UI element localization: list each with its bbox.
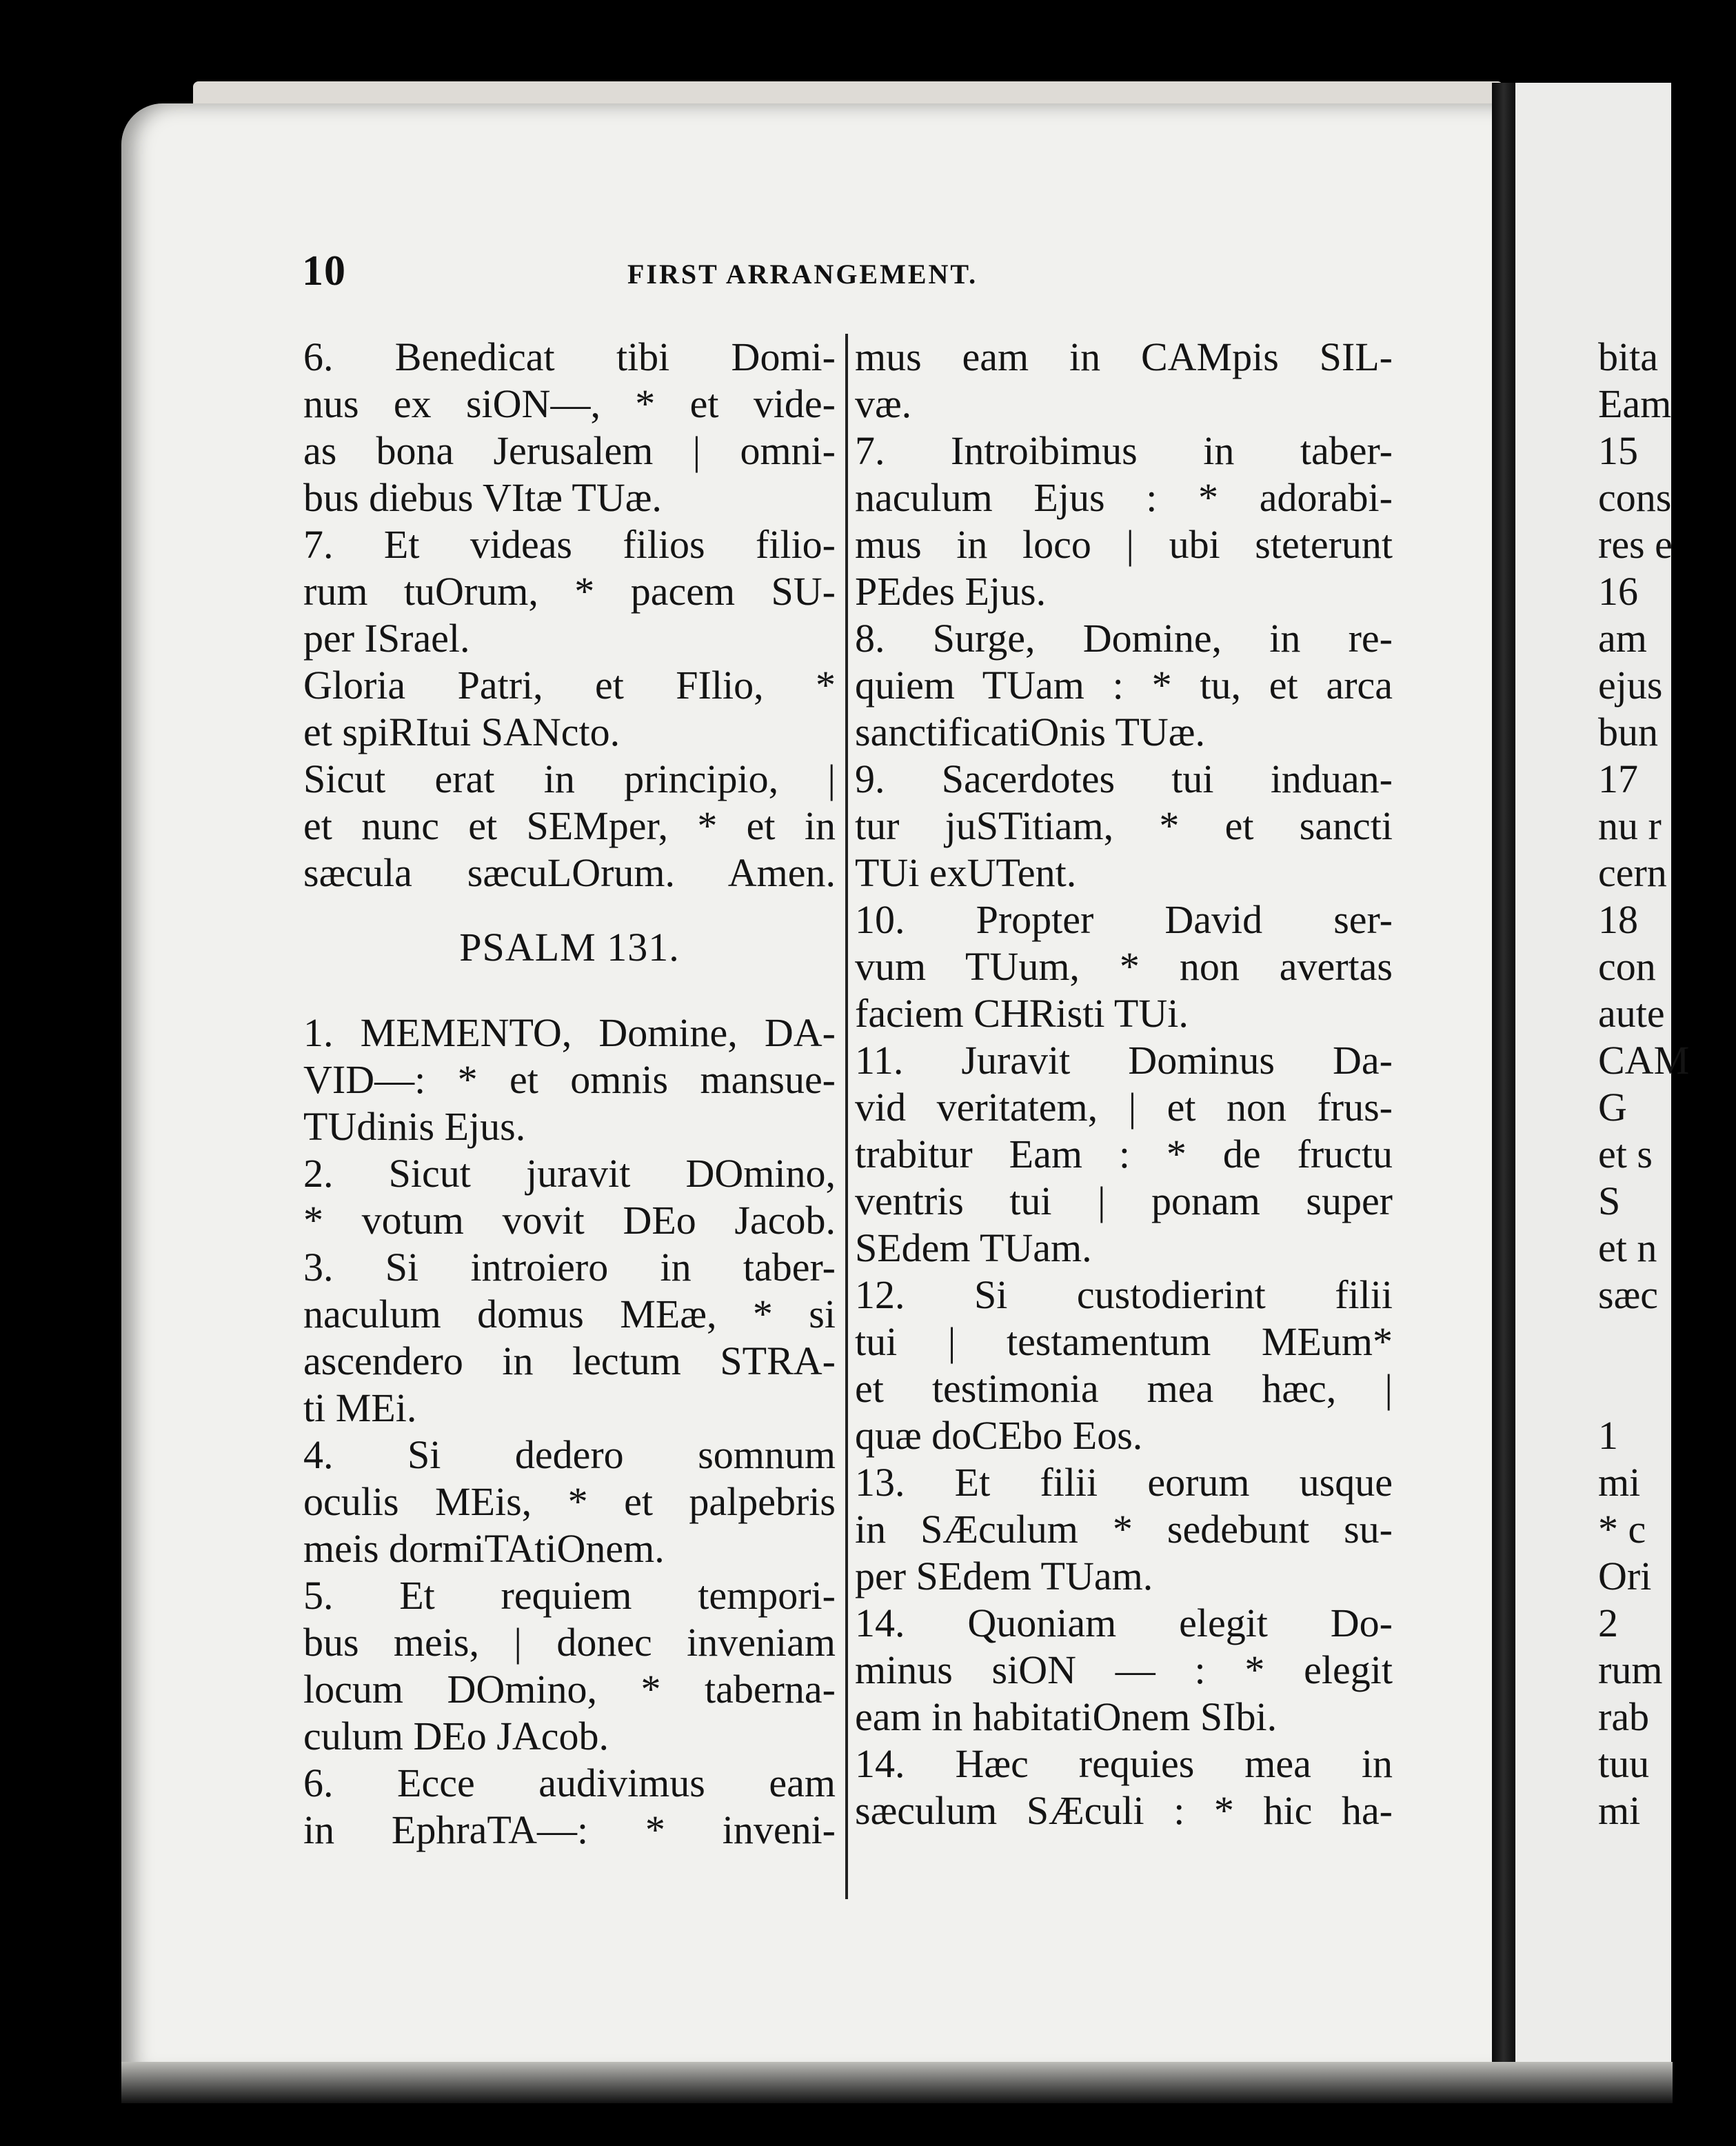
text-line: SEdem TUam. bbox=[855, 1225, 1092, 1270]
text-line: rum tuOrum, * pacem SU- bbox=[303, 569, 836, 614]
fragment-line: 17 bbox=[1598, 756, 1638, 801]
psalm-heading: PSALM 131. bbox=[459, 925, 680, 970]
fragment-line: sæc bbox=[1598, 1272, 1658, 1317]
text-line: mus eam in CAMpis SIL- bbox=[855, 334, 1393, 379]
text-line: 7. Et videas filios filio- bbox=[303, 522, 836, 567]
text-line: 1. MEMENTO, Domine, DA- bbox=[303, 1010, 836, 1055]
fragment-line: et n bbox=[1598, 1225, 1657, 1270]
fragment-line: G bbox=[1598, 1085, 1627, 1130]
text-line: 12. Si custodierint filii bbox=[855, 1272, 1393, 1317]
fragment-line: con bbox=[1598, 944, 1656, 989]
fragment-line: res e bbox=[1598, 522, 1673, 567]
text-line: naculum Ejus : * adorabi- bbox=[855, 475, 1393, 520]
book-gutter bbox=[1492, 83, 1515, 2083]
text-line: locum DOmino, * taberna- bbox=[303, 1667, 836, 1712]
fragment-line: * c bbox=[1598, 1507, 1646, 1552]
fragment-line: bita bbox=[1598, 334, 1658, 379]
text-line: 11. Juravit Dominus Da- bbox=[855, 1038, 1393, 1083]
fragment-line: tuu bbox=[1598, 1741, 1650, 1786]
fragment-line bbox=[1598, 1365, 1736, 1412]
psalm-131-continued bbox=[855, 334, 1393, 1834]
text-line: Sicut erat in principio, | bbox=[303, 756, 836, 801]
text-line: et testimonia mea hæc, | bbox=[855, 1366, 1393, 1411]
page-bottom-shadow bbox=[121, 2062, 1673, 2103]
text-line: 14. Quoniam elegit Do- bbox=[855, 1601, 1393, 1645]
text-line: PEdes Ejus. bbox=[855, 569, 1047, 614]
text-line: as bona Jerusalem | omni- bbox=[303, 428, 836, 473]
fragment-line: mi bbox=[1598, 1460, 1641, 1505]
text-line: trabitur Eam : * de fructu bbox=[855, 1132, 1393, 1176]
psalm-130-ending bbox=[303, 334, 836, 896]
text-line: ventris tui | ponam super bbox=[855, 1179, 1393, 1223]
fragment-line: bun bbox=[1598, 710, 1658, 754]
text-line: vum TUum, * non avertas bbox=[855, 944, 1393, 989]
text-line: 14. Hæc requies mea in bbox=[855, 1741, 1393, 1786]
text-line: quæ doCEbo Eos. bbox=[855, 1413, 1143, 1458]
text-line: mus in loco | ubi steterunt bbox=[855, 522, 1393, 567]
fragment-line: nu r bbox=[1598, 803, 1662, 848]
text-line: 6. Ecce audivimus eam bbox=[303, 1761, 836, 1805]
column-divider bbox=[845, 334, 848, 1899]
text-line: 5. Et requiem tempori- bbox=[303, 1573, 836, 1618]
text-line: sanctificatiOnis TUæ. bbox=[855, 710, 1205, 754]
fragment-line: CAM bbox=[1598, 1038, 1690, 1083]
fragment-line: cern bbox=[1598, 850, 1667, 895]
fragment-line: et s bbox=[1598, 1132, 1653, 1176]
fragment-line: aute bbox=[1598, 991, 1665, 1036]
fragment-line: 18 bbox=[1598, 897, 1638, 942]
page-number: 10 bbox=[302, 248, 346, 294]
text-line: væ. bbox=[855, 381, 912, 426]
text-line: 2. Sicut juravit DOmino, bbox=[303, 1151, 836, 1196]
fragment-line: 15 bbox=[1598, 428, 1638, 473]
fragment-line: rum bbox=[1598, 1647, 1663, 1692]
text-line: 3. Si introiero in taber- bbox=[303, 1245, 836, 1290]
text-line: sæculum SÆculi : * hic ha- bbox=[855, 1788, 1393, 1833]
fragment-line: am bbox=[1598, 616, 1647, 661]
text-line: et spiRItui SANcto. bbox=[303, 710, 620, 754]
text-line: eam in habitatiOnem SIbi. bbox=[855, 1694, 1278, 1739]
text-line: Gloria Patri, et FIlio, * bbox=[303, 663, 836, 708]
text-line: per SEdem TUam. bbox=[855, 1554, 1153, 1598]
text-line: in SÆculum * sedebunt su- bbox=[855, 1507, 1393, 1552]
fragment-line: cons bbox=[1598, 475, 1672, 520]
text-line: minus siON — : * elegit bbox=[855, 1647, 1393, 1692]
text-line: 13. Et filii eorum usque bbox=[855, 1460, 1393, 1505]
left-text-column bbox=[303, 334, 836, 1854]
text-line: 9. Sacerdotes tui induan- bbox=[855, 756, 1393, 801]
fragment-line: Ori bbox=[1598, 1554, 1652, 1598]
text-line: ti MEi. bbox=[303, 1385, 417, 1430]
right-text-column bbox=[855, 334, 1393, 1834]
text-line: naculum domus MEæ, * si bbox=[303, 1292, 836, 1336]
text-line: per ISrael. bbox=[303, 616, 470, 661]
fragment-line: rab bbox=[1598, 1694, 1650, 1739]
running-title: FIRST ARRANGEMENT. bbox=[627, 259, 978, 290]
fragment-line: Eam bbox=[1598, 381, 1672, 426]
fragment-line: mi bbox=[1598, 1788, 1641, 1833]
text-line: culum DEo JAcob. bbox=[303, 1714, 609, 1758]
text-line: tur juSTitiam, * et sancti bbox=[855, 803, 1393, 848]
text-line: sæcula sæcuLOrum. Amen. bbox=[303, 850, 836, 895]
fragment-line: ejus bbox=[1598, 663, 1663, 708]
text-line: quiem TUam : * tu, et arca bbox=[855, 663, 1393, 708]
fragment-line bbox=[1598, 1318, 1736, 1365]
text-line: et nunc et SEMper, * et in bbox=[303, 803, 836, 848]
text-line: oculis MEis, * et palpebris bbox=[303, 1479, 836, 1524]
text-line: 8. Surge, Domine, in re- bbox=[855, 616, 1393, 661]
text-line: meis dormiTAtiOnem. bbox=[303, 1526, 665, 1571]
next-page-fragments bbox=[1598, 334, 1736, 1834]
text-line: bus diebus VItæ TUæ. bbox=[303, 475, 662, 520]
text-line: TUi exUTent. bbox=[855, 850, 1077, 895]
text-line: TUdinis Ejus. bbox=[303, 1104, 526, 1149]
text-line: 7. Introibimus in taber- bbox=[855, 428, 1393, 473]
text-line: VID—: * et omnis mansue- bbox=[303, 1057, 836, 1102]
fragment-line: 1 bbox=[1598, 1413, 1618, 1458]
text-line: ascendero in lectum STRA- bbox=[303, 1338, 836, 1383]
fragment-line: S bbox=[1598, 1179, 1621, 1223]
text-line: nus ex siON—, * et vide- bbox=[303, 381, 836, 426]
text-line: * votum vovit DEo Jacob. bbox=[303, 1198, 836, 1243]
psalm-131-verses bbox=[303, 1010, 836, 1854]
text-line: bus meis, | donec inveniam bbox=[303, 1620, 836, 1665]
fragment-line: 2 bbox=[1598, 1601, 1618, 1645]
text-line: 10. Propter David ser- bbox=[855, 897, 1393, 942]
text-line: in EphraTA—: * inveni- bbox=[303, 1807, 836, 1852]
text-line: tui | testamentum MEum* bbox=[855, 1319, 1393, 1364]
text-line: 4. Si dedero somnum bbox=[303, 1432, 836, 1477]
text-line: vid veritatem, | et non frus- bbox=[855, 1085, 1393, 1130]
text-line: faciem CHRisti TUi. bbox=[855, 991, 1189, 1036]
fragment-line: 16 bbox=[1598, 569, 1638, 614]
text-line: 6. Benedicat tibi Domi- bbox=[303, 334, 836, 379]
